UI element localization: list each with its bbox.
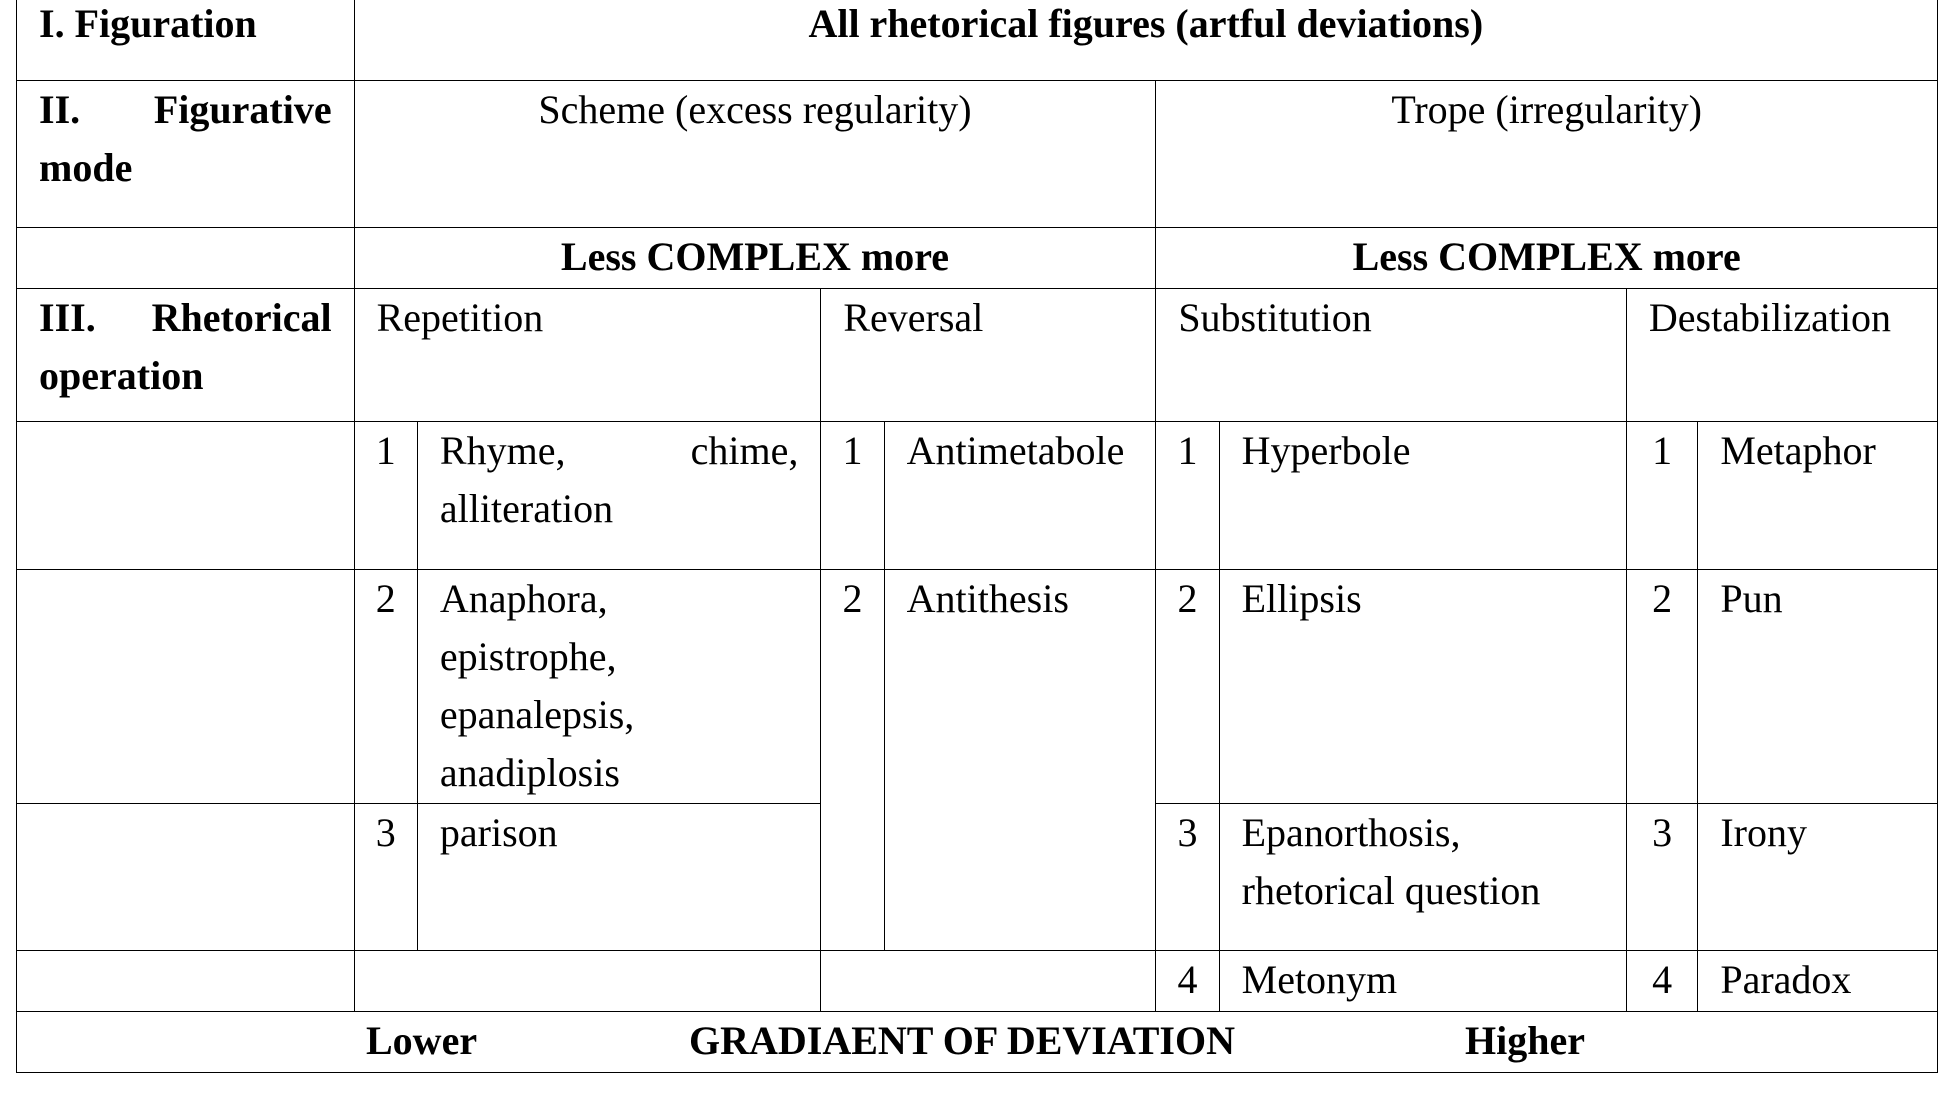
rhetorical-operation-row bbox=[17, 289, 1938, 422]
substitution-item-line2: rhetorical question bbox=[1241, 868, 1541, 913]
rhetorical-operation-label bbox=[17, 289, 355, 422]
destabilization-heading: Destabilization bbox=[1626, 289, 1937, 422]
gradient-line bbox=[17, 1012, 1937, 1070]
gradient-title: GRADIAENT OF DEVIATION bbox=[689, 1018, 1235, 1063]
rhetorical-figures-table bbox=[16, 0, 1938, 1073]
destabilization-item: Paradox bbox=[1698, 951, 1938, 1012]
repetition-number: 1 bbox=[354, 422, 417, 570]
trope-cell: Trope (irregularity) bbox=[1156, 81, 1938, 228]
substitution-item: Hyperbole bbox=[1219, 422, 1626, 570]
repetition-empty-cell bbox=[354, 951, 821, 1012]
repetition-item-line: anadiplosis bbox=[439, 750, 620, 795]
figuration-value: All rhetorical figures (artful deviations) bbox=[354, 0, 1937, 81]
reversal-item: Antithesis bbox=[884, 570, 1156, 951]
destabilization-item: Pun bbox=[1698, 570, 1938, 804]
repetition-item: parison bbox=[417, 804, 820, 951]
destabilization-number: 1 bbox=[1626, 422, 1697, 570]
figurative-mode-label-line2: mode bbox=[39, 145, 133, 190]
substitution-item-line1: Epanorthosis, bbox=[1241, 810, 1461, 855]
repetition-heading: Repetition bbox=[354, 289, 821, 422]
gradient-row bbox=[17, 1012, 1938, 1073]
repetition-number: 3 bbox=[354, 804, 417, 951]
substitution-item bbox=[1219, 804, 1626, 951]
item-row-1 bbox=[17, 422, 1938, 570]
figurative-mode-row bbox=[17, 81, 1938, 228]
repetition-item-line2: alliteration bbox=[439, 486, 614, 531]
substitution-number: 4 bbox=[1156, 951, 1219, 1012]
figurative-mode-label-line1: II. Figurative bbox=[39, 87, 332, 132]
reversal-number: 2 bbox=[821, 570, 884, 951]
item-row-empty-cell bbox=[17, 951, 355, 1012]
repetition-item bbox=[417, 570, 820, 804]
figuration-label: I. Figuration bbox=[17, 0, 355, 81]
complexity-row bbox=[17, 228, 1938, 289]
reversal-item: Antimetabole bbox=[884, 422, 1156, 570]
trope-complexity: Less COMPLEX more bbox=[1156, 228, 1938, 289]
item-row-4 bbox=[17, 951, 1938, 1012]
repetition-item-line1: Rhyme, chime, bbox=[439, 428, 799, 473]
gradient-higher: Higher bbox=[1465, 1018, 1585, 1063]
complexity-empty-cell bbox=[17, 228, 355, 289]
destabilization-item: Metaphor bbox=[1698, 422, 1938, 570]
repetition-number: 2 bbox=[354, 570, 417, 804]
substitution-number: 3 bbox=[1156, 804, 1219, 951]
substitution-item: Metonym bbox=[1219, 951, 1626, 1012]
destabilization-number: 2 bbox=[1626, 570, 1697, 804]
gradient-lower: Lower bbox=[366, 1018, 478, 1063]
gradient-cell bbox=[17, 1012, 1938, 1073]
item-row-2 bbox=[17, 570, 1938, 804]
scheme-complexity: Less COMPLEX more bbox=[354, 228, 1156, 289]
reversal-empty-cell bbox=[821, 951, 1156, 1012]
destabilization-item: Irony bbox=[1698, 804, 1938, 951]
destabilization-number: 3 bbox=[1626, 804, 1697, 951]
scheme-cell: Scheme (excess regularity) bbox=[354, 81, 1156, 228]
reversal-heading: Reversal bbox=[821, 289, 1156, 422]
item-row-empty-cell bbox=[17, 422, 355, 570]
substitution-number: 2 bbox=[1156, 570, 1219, 804]
substitution-number: 1 bbox=[1156, 422, 1219, 570]
figuration-row bbox=[17, 0, 1938, 81]
figurative-mode-label bbox=[17, 81, 355, 228]
substitution-heading: Substitution bbox=[1156, 289, 1627, 422]
rhetorical-operation-label-line1: III. Rhetorical bbox=[39, 295, 332, 340]
rhetorical-operation-label-line2: operation bbox=[39, 353, 204, 398]
destabilization-number: 4 bbox=[1626, 951, 1697, 1012]
item-row-empty-cell bbox=[17, 804, 355, 951]
repetition-item-line: epistrophe, bbox=[439, 634, 617, 679]
repetition-item-line: epanalepsis, bbox=[439, 692, 635, 737]
substitution-item: Ellipsis bbox=[1219, 570, 1626, 804]
repetition-item-line: Anaphora, bbox=[439, 576, 608, 621]
reversal-number: 1 bbox=[821, 422, 884, 570]
repetition-item bbox=[417, 422, 820, 570]
item-row-empty-cell bbox=[17, 570, 355, 804]
